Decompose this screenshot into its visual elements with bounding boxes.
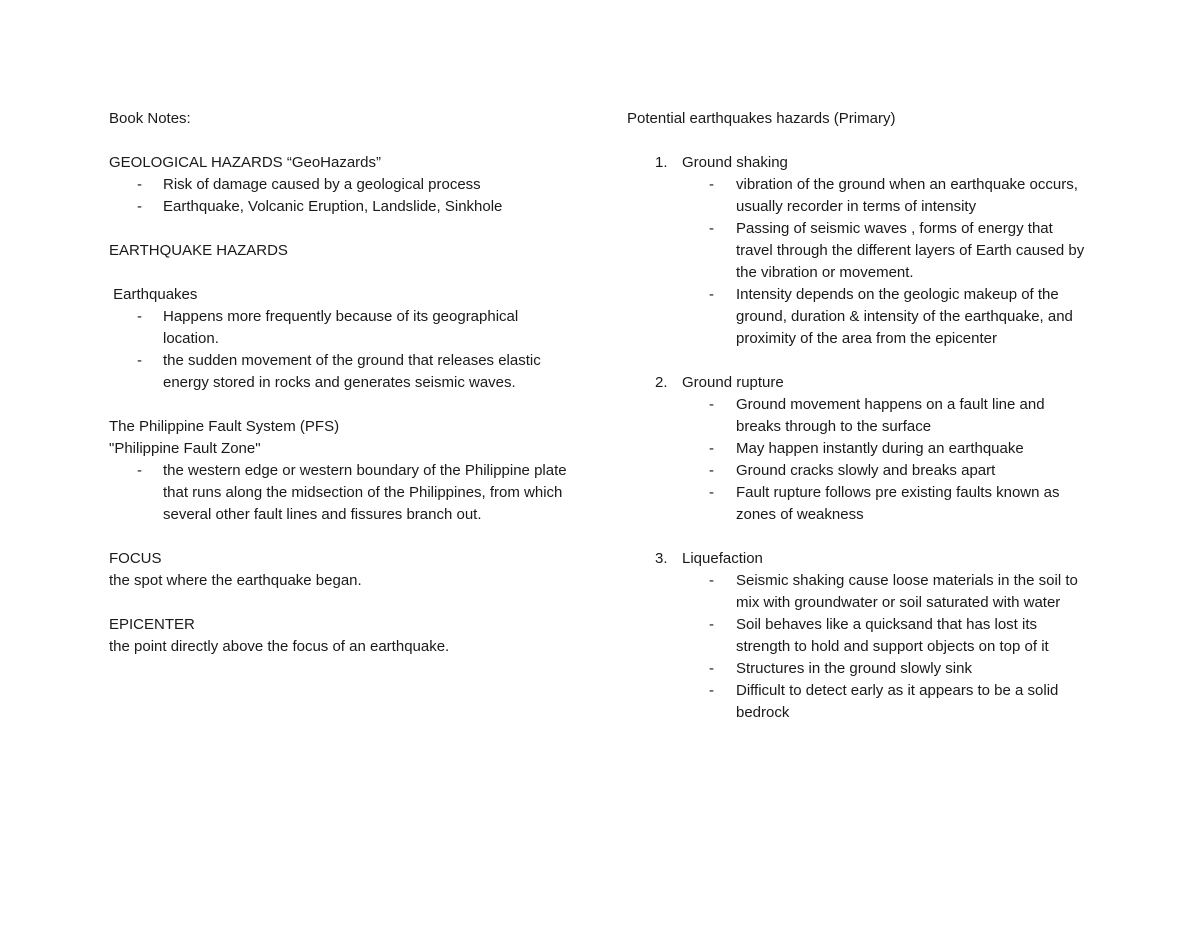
earthquakes-list [109, 306, 589, 394]
section-title: Ground shaking [682, 154, 788, 171]
item-number: 2. [655, 374, 668, 391]
list-item-text: the sudden movement of the ground that releases elastic energy stored in rocks and generates seismic waves. [163, 352, 541, 391]
list-item [109, 306, 573, 350]
list-item-text: Ground cracks slowly and breaks apart [736, 462, 996, 479]
list-item-text: Difficult to detect early as it appears to be a solid bedrock [736, 682, 1059, 721]
dash-bullet: - [709, 396, 714, 413]
pfs-subtitle: "Philippine Fault Zone" [109, 440, 261, 457]
list-item-text: Intensity depends on the geologic makeup of the ground, duration & intensity of the earthquake, and proximity of the area from the epicenter [736, 286, 1073, 347]
earthquakes-title: Earthquakes [109, 286, 198, 303]
pfs-title: The Philippine Fault System (PFS) [109, 418, 340, 435]
primary-hazards-heading: Potential earthquakes hazards (Primary) [627, 110, 896, 127]
list-item [627, 680, 1091, 724]
spacer [109, 592, 589, 614]
list-item-text: Structures in the ground slowly sink [736, 660, 972, 677]
spacer [109, 218, 589, 240]
dash-bullet: - [709, 682, 714, 699]
list-item [627, 460, 1091, 482]
numbered-item-liquefaction [627, 548, 1107, 724]
dash-bullet: - [709, 286, 714, 303]
section-title: Ground rupture [682, 374, 784, 391]
item-number: 1. [655, 154, 668, 171]
numbered-item-ground-shaking [627, 152, 1107, 350]
list-item [627, 284, 1091, 350]
dash-bullet: - [709, 440, 714, 457]
spacer [627, 526, 1107, 548]
ground-shaking-list [627, 174, 1107, 350]
numbered-item-ground-rupture [627, 372, 1107, 526]
spacer [627, 130, 1107, 152]
dash-bullet: - [709, 176, 714, 193]
geological-hazards-list [109, 174, 589, 218]
list-item [627, 438, 1091, 460]
list-item [109, 196, 573, 218]
dash-bullet: - [137, 198, 142, 215]
dash-bullet: - [137, 308, 142, 325]
dash-bullet: - [709, 660, 714, 677]
hazards-numbered-list [627, 152, 1107, 724]
dash-bullet: - [709, 220, 714, 237]
list-item [627, 394, 1091, 438]
list-item [109, 460, 573, 526]
list-item-text: Earthquake, Volcanic Eruption, Landslide, Sinkhole [163, 198, 503, 215]
list-item-text: Risk of damage caused by a geological process [163, 176, 481, 193]
focus-title: FOCUS [109, 550, 162, 567]
dash-bullet: - [137, 176, 142, 193]
list-item-text: Soil behaves like a quicksand that has lost its strength to hold and support objects on top of it [736, 616, 1049, 655]
spacer [109, 526, 589, 548]
list-item-text: the western edge or western boundary of the Philippine plate that runs along the midsection of the Philippines, from which several other fault lines and fissures branch out. [163, 462, 567, 523]
spacer [109, 130, 589, 152]
book-notes-heading: Book Notes: [109, 110, 191, 127]
epicenter-text: the point directly above the focus of an earthquake. [109, 638, 450, 655]
list-item [109, 174, 573, 196]
list-item [627, 658, 1091, 680]
list-item [627, 570, 1091, 614]
focus-text: the spot where the earthquake began. [109, 572, 362, 589]
spacer [109, 394, 589, 416]
dash-bullet: - [137, 462, 142, 479]
dash-bullet: - [709, 616, 714, 633]
earthquake-hazards-title: EARTHQUAKE HAZARDS [109, 242, 288, 259]
list-item [627, 482, 1091, 526]
list-item-text: vibration of the ground when an earthquake occurs, usually recorder in terms of intensity [736, 176, 1078, 215]
left-column [109, 108, 589, 658]
list-item [627, 174, 1091, 218]
list-item-text: Happens more frequently because of its geographical location. [163, 308, 519, 347]
ground-rupture-list [627, 394, 1107, 526]
liquefaction-list [627, 570, 1107, 724]
list-item-text: Seismic shaking cause loose materials in the soil to mix with groundwater or soil saturated with water [736, 572, 1078, 611]
list-item-text: Fault rupture follows pre existing faults known as zones of weakness [736, 484, 1060, 523]
right-column [627, 108, 1107, 724]
spacer [627, 350, 1107, 372]
geological-hazards-title: GEOLOGICAL HAZARDS “GeoHazards” [109, 154, 382, 171]
dash-bullet: - [137, 352, 142, 369]
list-item-text: May happen instantly during an earthquake [736, 440, 1024, 457]
dash-bullet: - [709, 484, 714, 501]
section-title: Liquefaction [682, 550, 763, 567]
list-item [109, 350, 573, 394]
list-item-text: Ground movement happens on a fault line and breaks through to the surface [736, 396, 1045, 435]
dash-bullet: - [709, 462, 714, 479]
list-item [627, 614, 1091, 658]
epicenter-title: EPICENTER [109, 616, 195, 633]
spacer [109, 262, 589, 284]
pfs-list [109, 460, 589, 526]
dash-bullet: - [709, 572, 714, 589]
list-item [627, 218, 1091, 284]
list-item-text: Passing of seismic waves , forms of energy that travel through the different layers of Earth caused by the vibration or movement. [736, 220, 1085, 281]
item-number: 3. [655, 550, 668, 567]
